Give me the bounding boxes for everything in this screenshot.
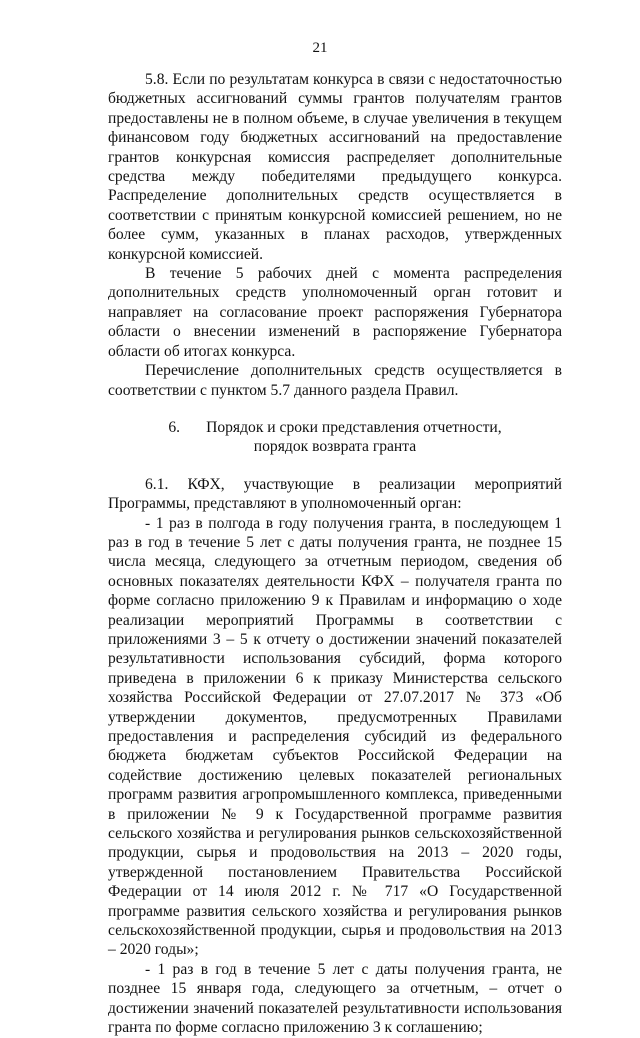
paragraph-6-1: 6.1. КФХ, участвующие в реализации мероприятий Программы, представляют в уполномоченный орган:: [108, 475, 562, 513]
document-body: [108, 70, 562, 1038]
section-6-heading: [108, 418, 562, 457]
paragraph-additional-funds-distribution: В течение 5 рабочих дней с момента распределения дополнительных средств уполномоченный орган готовит и направляет на согласование проект распоряжения Губернатора области о внесении изменений в распоряжение Губернатора области об итогах конкурса.: [108, 265, 562, 360]
section-title-line2: порядок возврата гранта: [253, 438, 417, 456]
list-item-annual-report: - 1 раз в год в течение 5 лет с даты получения гранта, не позднее 15 января года, следующего за отчетным, – отчет о достижении значений показателей результативности использования гранта по форме согласно приложению 3 к соглашению;: [108, 960, 562, 1037]
section-title-line1: Порядок и сроки представления отчетности,: [206, 418, 502, 436]
page-number: 21: [312, 40, 328, 56]
list-item-semiannual-report: - 1 раз в полгода в году получения гранта, в последующем 1 раз в год в течение 5 лет с даты получения гранта, не позднее 15 числа месяца, следующего за отчетным периодом, сведения об основных показателях деятельности КФХ – получателя гранта по форме согласно приложению 9 к Правилам и информацию о ходе реализации мероприятий Программы в соответствии с приложениями 3 – 5 к отчету о достижении значений показателей результативности использования субсидий, форма которого приведена в приложении 6 к приказу Министерства сельского хозяйства Российской Федерации от 27.07.2017 № 373 «Об утверждении документов, предусмотренных Правилами предоставления и распределения субсидий из федерального бюджета бюджетам субъектов Российской Федерации на содействие достижению целевых показателей региональных программ развития агропромышленного комплекса, приведенными в приложении № 9 к Государственной программе развития сельского хозяйства и регулирования рынков сельскохозяйственной продукции, сырья и продовольствия на 2013 – 2020 годы, утвержденной постановлением Правительства Российской Федерации от 14 июля 2012 г. № 717 «О Государственной программе развития сельского хозяйства и регулирования рынков сельскохозяйственной продукции, сырья и продовольствия на 2013 – 2020 годы»;: [108, 514, 562, 959]
section-number: 6.: [168, 418, 181, 436]
paragraph-5-8: 5.8. Если по результатам конкурса в связи с недостаточностью бюджетных ассигнований суммы грантов получателям грантов предоставлены не в полном объеме, в случае увеличения в текущем финансовом году бюджетных ассигнований на предоставление грантов конкурсная комиссия распределяет дополнительные средства между победителями предыдущего конкурса. Распределение дополнительных средств осуществляется в соответствии с принятым конкурсной комиссией решением, но не более сумм, указанных в планах расходов, утвержденных конкурсной комиссией.: [108, 71, 562, 263]
paragraph-additional-funds-transfer: Перечисление дополнительных средств осуществляется в соответствии с пунктом 5.7 данного раздела Правил.: [108, 362, 562, 399]
